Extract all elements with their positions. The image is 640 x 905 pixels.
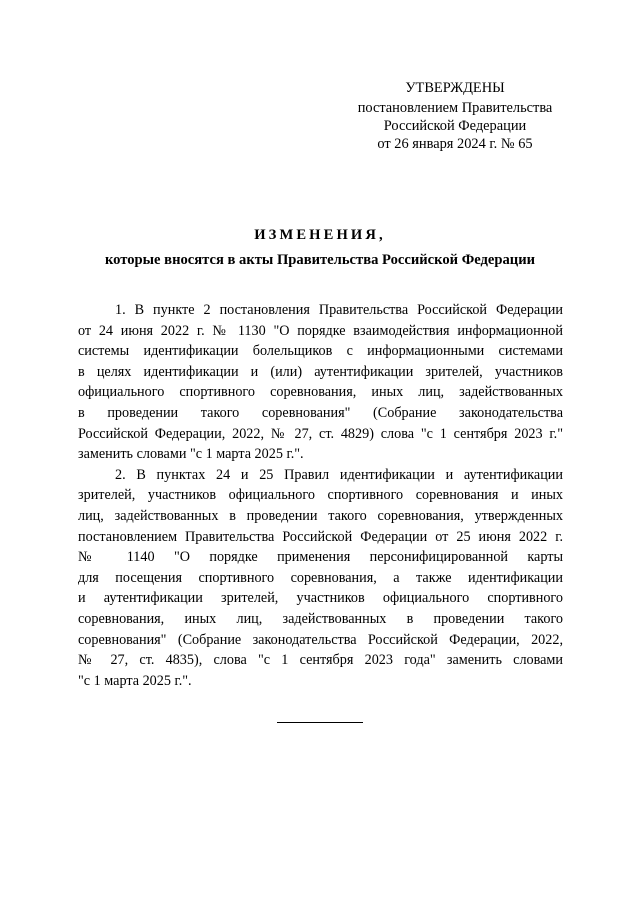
- text-line: лиц, задействованных в проведении такого соревнования, утвержденных: [78, 507, 563, 524]
- approval-line: постановлением Правительства: [357, 100, 553, 116]
- document-heading: [60, 226, 580, 269]
- text-line: № 1140 "О порядке применения персонифицированной карты: [78, 549, 563, 566]
- text-line: Российской Федерации, 2022, № 27, ст. 4829) слова "с 1 сентября 2023 г.": [78, 425, 563, 442]
- end-separator-line: [277, 722, 363, 723]
- text-line: системы идентификации болельщиков с информационными системами: [78, 343, 563, 360]
- text-line: "с 1 марта 2025 г.".: [78, 672, 192, 689]
- text-line: в целях идентификации и (или) аутентификации зрителей, участников: [78, 363, 563, 380]
- paragraph-1: [78, 300, 563, 465]
- approval-title: УТВЕРЖДЕНЫ: [405, 80, 505, 96]
- text-line: соревнования, иных лиц, задействованных в проведении такого: [78, 610, 563, 627]
- text-line: и аутентификации зрителей, участников официального спортивного: [78, 590, 563, 607]
- text-line: от 24 июня 2022 г. № 1130 "О порядке взаимодействия информационной: [78, 322, 563, 339]
- text-line: постановлением Правительства Российской Федерации от 25 июня 2022 г.: [78, 528, 563, 545]
- document-subtitle: которые вносятся в акты Правительства Российской Федерации: [104, 252, 536, 268]
- text-line: зрителей, участников официального спортивного соревнования и иных: [78, 487, 563, 504]
- text-line: официального спортивного соревнования, иных лиц, задействованных: [78, 384, 563, 401]
- approval-line: Российской Федерации: [383, 118, 527, 134]
- text-line: в проведении такого соревнования" (Собрание законодательства: [78, 404, 563, 421]
- text-line: заменить словами "с 1 марта 2025 г.".: [78, 446, 304, 463]
- document-title: ИЗМЕНЕНИЯ,: [254, 227, 386, 243]
- text-line: соревнования" (Собрание законодательства Российской Федерации, 2022,: [78, 631, 563, 648]
- text-line: 1. В пункте 2 постановления Правительства Российской Федерации: [115, 302, 563, 318]
- text-line: 2. В пунктах 24 и 25 Правил идентификации и аутентификации: [115, 466, 563, 483]
- text-line: для посещения спортивного соревнования, а также идентификации: [78, 569, 563, 586]
- approval-line: от 26 января 2024 г. № 65: [377, 136, 533, 152]
- approval-stamp: [330, 79, 580, 153]
- paragraph-2: [78, 465, 563, 692]
- document-body: [78, 300, 563, 691]
- text-line: № 27, ст. 4835), слова "с 1 сентября 2023 года" заменить словами: [78, 652, 563, 669]
